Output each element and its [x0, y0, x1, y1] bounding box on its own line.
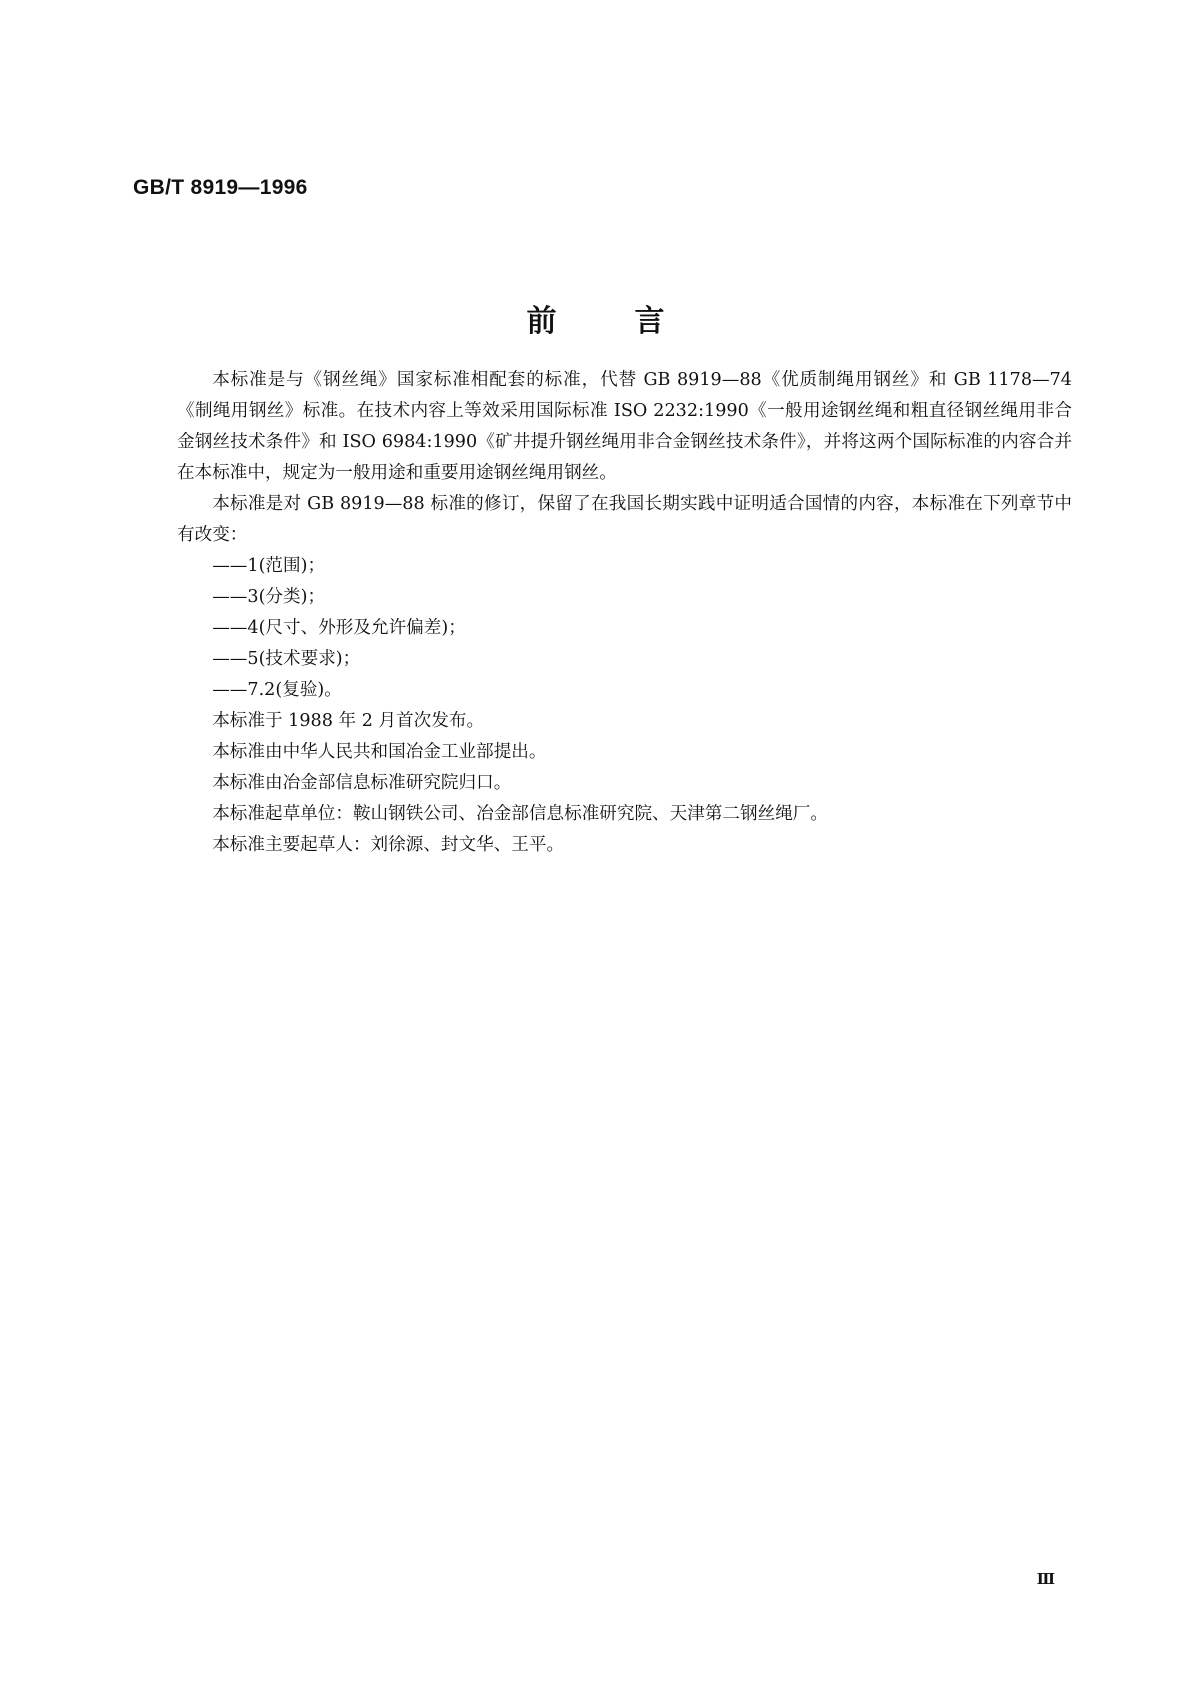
paragraph-first-issue: 本标准于 1988 年 2 月首次发布。 — [212, 711, 485, 731]
change-item: ——1(范围)； — [212, 556, 326, 576]
page-number: Ⅲ — [1036, 1570, 1055, 1588]
paragraph-intro: 本标准是与《钢丝绳》国家标准相配套的标准，代替 GB 8919—88《优质制绳用钢丝》和 GB 1178—74《制绳用钢丝》标准。在技术内容上等效采用国际标准 ISO 2232:1990《一般用途钢丝绳和粗直径钢丝绳用非合金钢丝技术条件》和 ISO 6984:1990《矿井提升钢丝绳用非合金钢丝技术条件》，并将这两个国际标准的内容合并在本标准中，规定为一般用途和重要用途钢丝绳用钢丝。 — [177, 370, 1072, 483]
paragraph-drafters: 本标准主要起草人：刘徐源、封文华、王平。 — [212, 835, 565, 855]
change-item: ——4(尺寸、外形及允许偏差)； — [212, 618, 466, 638]
paragraph-proposer: 本标准由中华人民共和国冶金工业部提出。 — [212, 742, 547, 762]
foreword-body — [177, 365, 1072, 861]
paragraph-drafting-units: 本标准起草单位：鞍山钢铁公司、冶金部信息标准研究院、天津第二钢丝绳厂。 — [212, 804, 828, 824]
change-item: ——3(分类)； — [212, 587, 326, 607]
change-item: ——7.2(复验)。 — [212, 680, 342, 700]
paragraph-administrator: 本标准由冶金部信息标准研究院归口。 — [212, 773, 512, 793]
page-title: 前言 — [526, 304, 743, 339]
change-item: ——5(技术要求)； — [212, 649, 361, 669]
standard-code: GB/T 8919—1996 — [133, 176, 308, 199]
paragraph-revision: 本标准是对 GB 8919—88 标准的修订，保留了在我国长期实践中证明适合国情的内容，本标准在下列章节中有改变： — [177, 494, 1072, 545]
